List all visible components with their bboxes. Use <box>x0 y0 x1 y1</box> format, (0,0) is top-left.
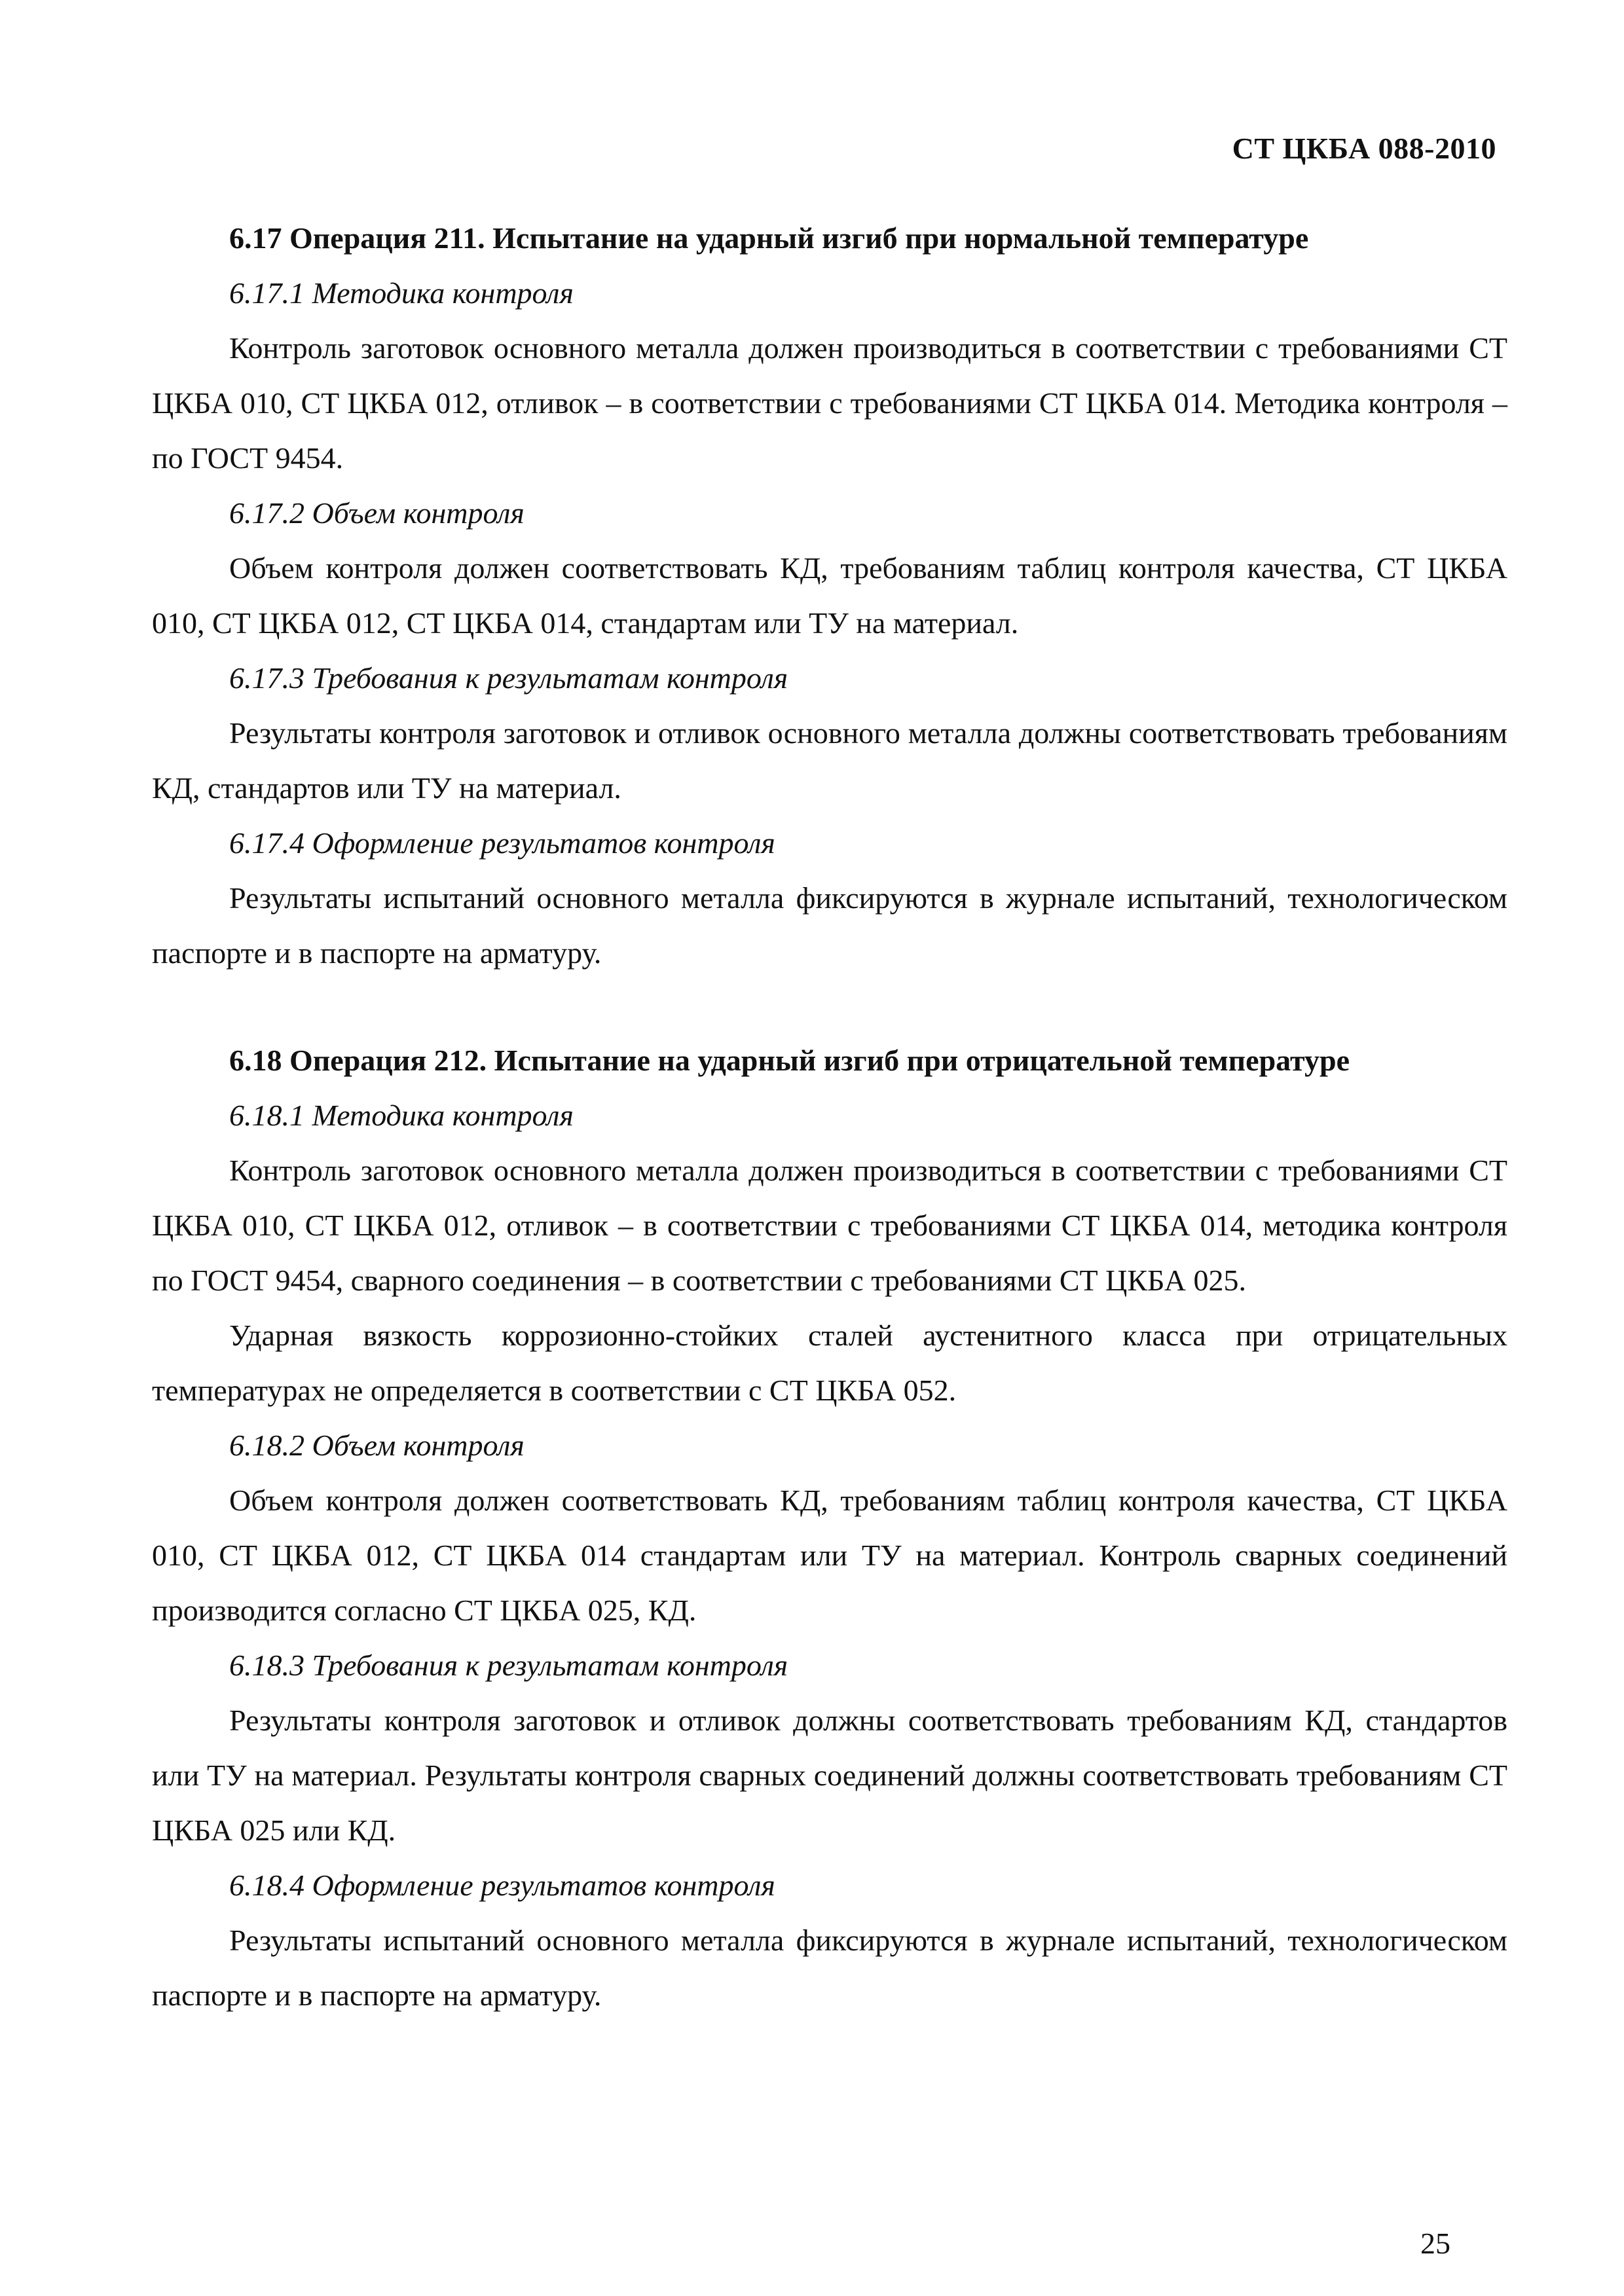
section-gap <box>152 981 1507 1033</box>
paragraph-6-18-3: Результаты контроля заготовок и отливок должны соответствовать требованиям КД, стандартов или ТУ на материал. Результаты контроля сварных соединений должны соответствовать требованиям СТ ЦКБА 025 или КД. <box>152 1704 1507 1847</box>
paragraph-6-18-1-b: Ударная вязкость коррозионно-стойких сталей аустенитного класса при отрицательных температурах не определяется в соответствии с СТ ЦКБА 052. <box>152 1319 1507 1407</box>
subsection-title-6-18-3: 6.18.3 Требования к результатам контроля <box>229 1649 788 1682</box>
paragraph-6-17-3: Результаты контроля заготовок и отливок основного металла должны соответствовать требованиям КД, стандартов или ТУ на материал. <box>152 716 1507 805</box>
subsection-title-6-17-1: 6.17.1 Методика контроля <box>229 276 574 310</box>
subsection-title-6-18-2: 6.18.2 Объем контроля <box>229 1429 525 1462</box>
paragraph-6-17-4: Результаты испытаний основного металла фиксируются в журнале испытаний, технологическом паспорте и в паспорте на арматуру. <box>152 881 1507 970</box>
document-code: СТ ЦКБА 088-2010 <box>1232 132 1496 165</box>
paragraph-6-17-1: Контроль заготовок основного металла должен производиться в соответствии с требованиями СТ ЦКБА 010, СТ ЦКБА 012, отливок – в соответствии с требованиями СТ ЦКБА 014. Методика контроля – по ГОСТ 9454. <box>152 331 1507 475</box>
paragraph-6-18-4: Результаты испытаний основного металла фиксируются в журнале испытаний, технологическом паспорте и в паспорте на арматуру. <box>152 1923 1507 2012</box>
paragraph-6-17-2: Объем контроля должен соответствовать КД, требованиям таблиц контроля качества, СТ ЦКБА 010, СТ ЦКБА 012, СТ ЦКБА 014, стандартам или ТУ на материал. <box>152 551 1507 640</box>
document-body <box>152 211 1507 2023</box>
section-title-6-17: 6.17 Операция 211. Испытание на ударный изгиб при нормальной температуре <box>229 221 1309 255</box>
section-title-6-18: 6.18 Операция 212. Испытание на ударный изгиб при отрицательной температуре <box>229 1044 1350 1077</box>
subsection-title-6-17-4: 6.17.4 Оформление результатов контроля <box>229 826 775 860</box>
subsection-title-6-17-2: 6.17.2 Объем контроля <box>229 496 525 530</box>
subsection-title-6-18-4: 6.18.4 Оформление результатов контроля <box>229 1868 775 1902</box>
paragraph-6-18-1-a: Контроль заготовок основного металла должен производиться в соответствии с требованиями СТ ЦКБА 010, СТ ЦКБА 012, отливок – в соответствии с требованиями СТ ЦКБА 014, методика контроля по ГОСТ 9454, сварного соединения – в соответствии с требованиями СТ ЦКБА 025. <box>152 1154 1507 1297</box>
subsection-title-6-18-1: 6.18.1 Методика контроля <box>229 1099 574 1132</box>
page-number: 25 <box>1420 2227 1450 2260</box>
subsection-title-6-17-3: 6.17.3 Требования к результатам контроля <box>229 661 788 695</box>
paragraph-6-18-2: Объем контроля должен соответствовать КД, требованиям таблиц контроля качества, СТ ЦКБА 010, СТ ЦКБА 012, СТ ЦКБА 014 стандартам или ТУ на материал. Контроль сварных соединений производится согласно СТ ЦКБА 025, КД. <box>152 1484 1507 1627</box>
